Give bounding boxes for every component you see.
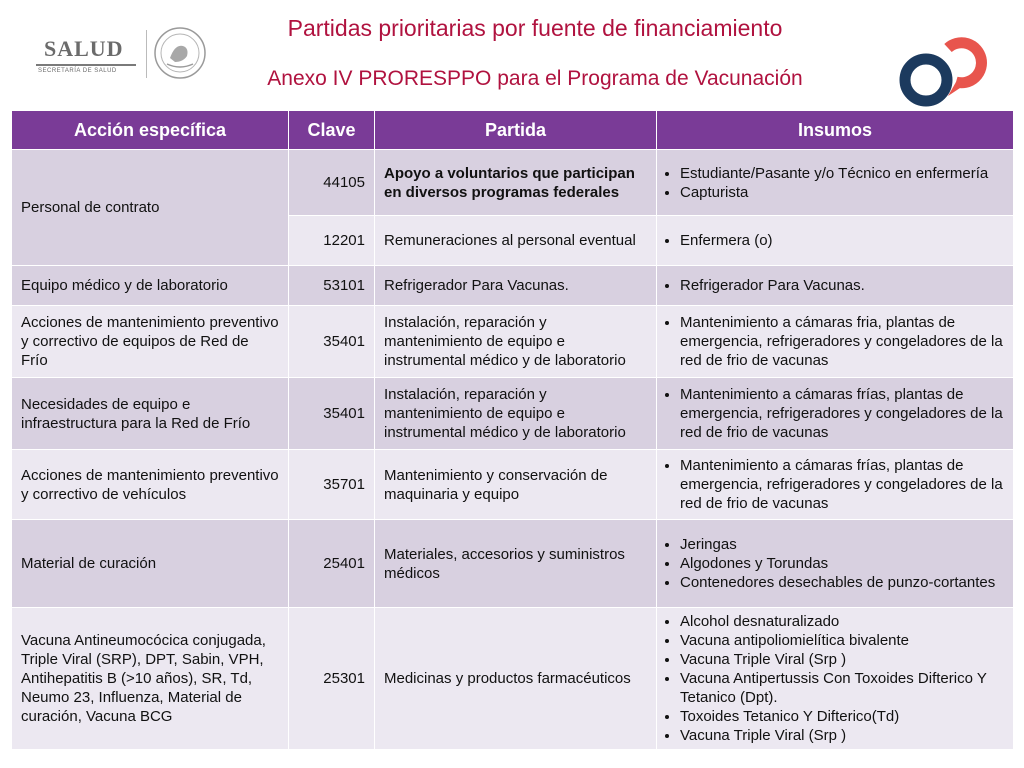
column-header-clave: Clave: [289, 111, 375, 150]
insumos-cell: [657, 608, 1014, 750]
column-header-accion: Acción específica: [12, 111, 289, 150]
partida-cell: Refrigerador Para Vacunas.: [375, 266, 657, 306]
insumo-item: • Mantenimiento a cámaras fria, plantas de emergencia, refrigeradores y congeladores de la red de frio de vacunas: [680, 313, 1004, 370]
accion-cell: Acciones de mantenimiento preventivo y correctivo de vehículos: [12, 450, 289, 520]
insumos-cell: [657, 306, 1014, 378]
page-title: Partidas prioritarias por fuente de financiamiento: [287, 15, 783, 41]
salud-logo-word: SALUD: [44, 36, 124, 61]
table-row: [12, 266, 1014, 306]
table-row: [12, 608, 1014, 750]
accion-cell: Vacuna Antineumocócica conjugada, Triple Viral (SRP), DPT, Sabin, VPH, Antihepatitis B (>10 años), SR, Td, Neumo 23, Influenza, Material de curación, Vacuna BCG: [12, 608, 289, 750]
insumo-item: • Capturista: [680, 183, 1004, 202]
insumo-item: • Refrigerador Para Vacunas.: [680, 276, 1004, 295]
clave-cell: 25401: [289, 520, 375, 608]
insumo-item: • Algodones y Torundas: [680, 554, 1004, 573]
partida-cell: Instalación, reparación y mantenimiento de equipo e instrumental médico y de laboratorio: [375, 378, 657, 450]
insumo-item: • Toxoides Tetanico Y Difterico(Td): [680, 707, 1004, 726]
logo-divider: [146, 30, 147, 78]
accion-cell: Acciones de mantenimiento preventivo y correctivo de equipos de Red de Frío: [12, 306, 289, 378]
insumo-item: • Vacuna Antipertussis Con Toxoides Difterico Y Tetanico (Dpt).: [680, 669, 1004, 707]
insumos-cell: [657, 520, 1014, 608]
clave-cell: 44105: [289, 150, 375, 216]
clave-cell: 35701: [289, 450, 375, 520]
partida-cell: Remuneraciones al personal eventual: [375, 216, 657, 266]
table-row: [12, 450, 1014, 520]
partida-cell: Materiales, accesorios y suministros médicos: [375, 520, 657, 608]
salud-logo-subtitle: SECRETARÍA DE SALUD: [38, 68, 117, 74]
accion-cell: Equipo médico y de laboratorio: [12, 266, 289, 306]
table-row: [12, 150, 1014, 216]
column-header-insumos: Insumos: [657, 111, 1014, 150]
insumo-item: • Vacuna Triple Viral (Srp ): [680, 650, 1004, 669]
table-header-row: [12, 111, 1014, 150]
clave-cell: 12201: [289, 216, 375, 266]
partida-cell: Medicinas y productos farmacéuticos: [375, 608, 657, 750]
insumo-item: • Jeringas: [680, 535, 1004, 554]
insumo-item: • Vacuna antipoliomielítica bivalente: [680, 631, 1004, 650]
table-row: [12, 520, 1014, 608]
insumo-item: • Enfermera (o): [680, 231, 1004, 250]
insumo-item: • Vacuna Triple Viral (Srp ): [680, 726, 1004, 745]
salud-logo-line: [36, 64, 136, 66]
insumo-item: • Estudiante/Pasante y/o Técnico en enfermería: [680, 164, 1004, 183]
table-row: [12, 306, 1014, 378]
partida-cell: Instalación, reparación y mantenimiento de equipo e instrumental médico y de laboratorio: [375, 306, 657, 378]
insumos-cell: [657, 378, 1014, 450]
clave-cell: 35401: [289, 306, 375, 378]
accion-cell: Personal de contrato: [12, 150, 289, 266]
partidas-table: [11, 110, 1014, 750]
accion-cell: Necesidades de equipo e infraestructura para la Red de Frío: [12, 378, 289, 450]
program-logo-icon: [896, 30, 1000, 110]
insumos-cell: [657, 450, 1014, 520]
insumos-cell: [657, 150, 1014, 216]
clave-cell: 25301: [289, 608, 375, 750]
clave-cell: 35401: [289, 378, 375, 450]
accion-cell: Material de curación: [12, 520, 289, 608]
partida-cell: Apoyo a voluntarios que participan en diversos programas federales: [375, 150, 657, 216]
insumo-item: • Mantenimiento a cámaras frías, plantas de emergencia, refrigeradores y congeladores de la red de frio de vacunas: [680, 385, 1004, 442]
insumo-item: • Alcohol desnaturalizado: [680, 612, 1004, 631]
column-header-partida: Partida: [375, 111, 657, 150]
national-seal-icon: [153, 26, 207, 80]
page-subtitle: Anexo IV PRORESPPO para el Programa de Vacunación: [267, 67, 803, 90]
insumo-item: • Mantenimiento a cámaras frías, plantas de emergencia, refrigeradores y congeladores de la red de frio de vacunas: [680, 456, 1004, 513]
partida-cell: Mantenimiento y conservación de maquinaria y equipo: [375, 450, 657, 520]
salud-logo: [32, 32, 142, 78]
insumo-item: • Contenedores desechables de punzo-cortantes: [680, 573, 1004, 592]
insumos-cell: [657, 266, 1014, 306]
insumos-cell: [657, 216, 1014, 266]
table-row: [12, 378, 1014, 450]
clave-cell: 53101: [289, 266, 375, 306]
